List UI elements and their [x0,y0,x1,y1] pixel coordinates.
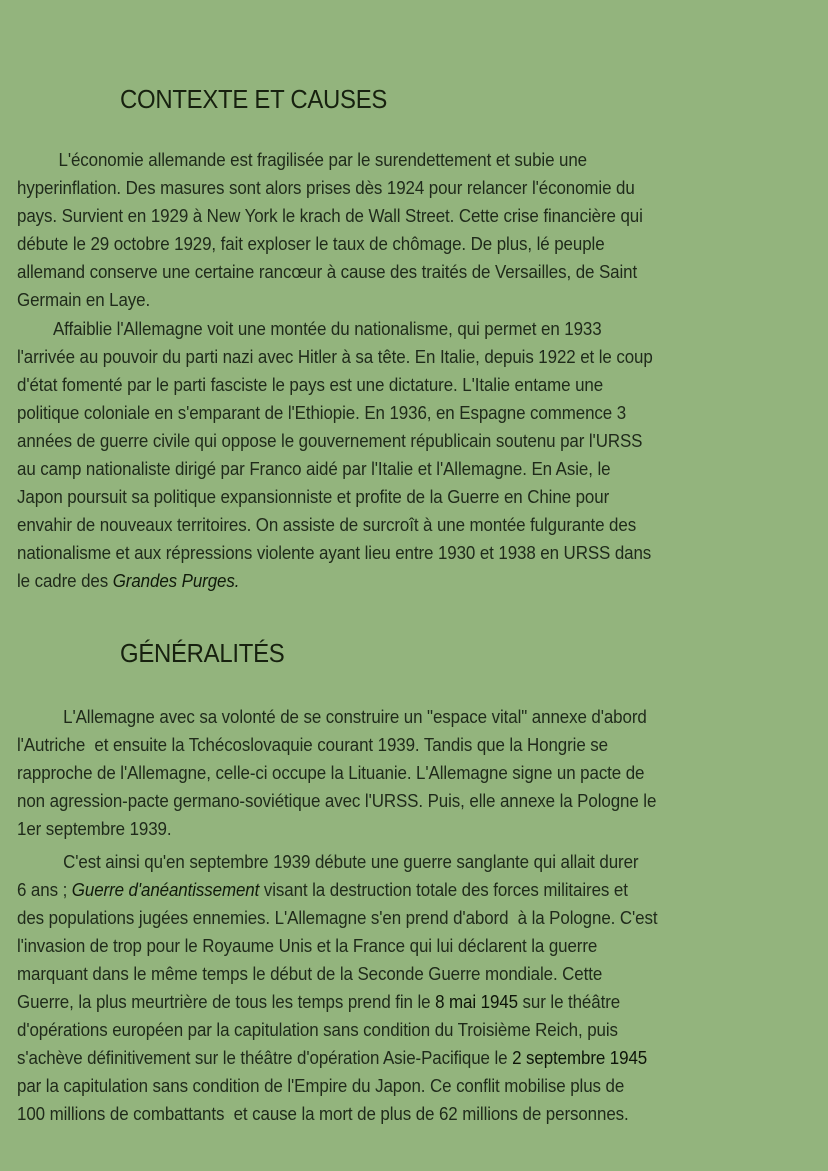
text-line [17,455,653,483]
paragraph-generalites-2 [17,848,717,1128]
section-heading-generalites: GÉNÉRALITÉS [120,638,285,668]
emphasized-term: Grandes Purges. [112,570,240,591]
text-line [17,787,656,815]
text-line [17,174,643,202]
text-run: pays. Survient en 1929 à New York le krach de Wall Street. Cette crise financière qui [17,205,643,226]
text-line [17,202,643,230]
paragraph-contexte-2 [17,315,712,595]
text-run: débute le 29 octobre 1929, fait exploser le taux de chômage. De plus, lé peuple [17,233,605,254]
text-run: d'état fomenté par le parti fasciste le pays est une dictature. L'Italie entame une [17,374,604,395]
text-line [17,848,657,876]
text-run: d'opérations européen par la capitulation sans condition du Troisième Reich, puis [17,1019,618,1040]
text-run: Affaiblie l'Allemagne voit une montée du nationalisme, qui permet en 1933 [17,318,602,339]
text-run: Guerre, la plus meurtrière de tous les temps prend fin le [17,991,436,1012]
text-run: le cadre des [17,570,113,591]
text-run: l'arrivée au pouvoir du parti nazi avec Hitler à sa tête. En Italie, depuis 1922 et le coup [17,346,653,367]
text-run: années de guerre civile qui oppose le gouvernement républicain soutenu par l'URSS [17,430,643,451]
text-run: des populations jugées ennemies. L'Allemagne s'en prend d'abord à la Pologne. C'est [17,907,658,928]
text-line [17,343,653,371]
text-line [17,539,653,567]
text-run: l'invasion de trop pour le Royaume Unis et la France qui lui déclarent la guerre [17,935,598,956]
text-run: hyperinflation. Des masures sont alors prises dès 1924 pour relancer l'économie du [17,177,635,198]
text-run: 100 millions de combattants et cause la mort de plus de 62 millions de personnes. [17,1103,629,1124]
text-run: Japon poursuit sa politique expansionniste et profite de la Guerre en Chine pour [17,486,610,507]
text-line [17,567,653,595]
text-run: non agression-pacte germano-soviétique avec l'URSS. Puis, elle annexe la Pologne le [17,790,657,811]
text-line [17,230,643,258]
text-run: C'est ainsi qu'en septembre 1939 débute une guerre sanglante qui allait durer [17,851,639,872]
emphasized-term: Guerre d'anéantissement [71,879,260,900]
text-line [17,1044,657,1072]
text-run: L'Allemagne avec sa volonté de se construire un "espace vital" annexe d'abord [17,706,647,727]
text-run: nationalisme et aux répressions violente ayant lieu entre 1930 et 1938 en URSS dans [17,542,652,563]
text-run: par la capitulation sans condition de l'Empire du Japon. Ce conflit mobilise plus de [17,1075,625,1096]
text-line [17,427,653,455]
text-line [17,371,653,399]
paragraph-generalites-1 [17,703,716,843]
text-run: marquant dans le même temps le début de la Seconde Guerre mondiale. Cette [17,963,603,984]
text-run: sur le théâtre [517,991,621,1012]
text-run: au camp nationaliste dirigé par Franco aidé par l'Italie et l'Allemagne. En Asie, le [17,458,611,479]
text-line [17,960,657,988]
text-run: L'économie allemande est fragilisée par le surendettement et subie une [17,149,588,170]
highlighted-date: 2 septembre 1945 [512,1047,648,1068]
section-heading-contexte: CONTEXTE ET CAUSES [120,84,388,114]
text-line [17,759,656,787]
text-run: l'Autriche et ensuite la Tchécoslovaquie courant 1939. Tandis que la Hongrie se [17,734,608,755]
text-run: 1er septembre 1939. [17,818,172,839]
text-line [17,932,657,960]
text-run: Germain en Laye. [17,289,151,310]
text-run: politique coloniale en s'emparant de l'Ethiopie. En 1936, en Espagne commence 3 [17,402,627,423]
highlighted-date: 8 mai 1945 [435,991,518,1012]
text-line [17,1016,657,1044]
text-line [17,876,657,904]
text-run: rapproche de l'Allemagne, celle-ci occupe la Lituanie. L'Allemagne signe un pacte de [17,762,645,783]
text-line [17,988,657,1016]
text-line [17,286,643,314]
paragraph-contexte-1 [17,146,701,314]
text-line [17,1100,657,1128]
text-line [17,483,653,511]
text-line [17,258,643,286]
text-line [17,731,656,759]
text-run: s'achève définitivement sur le théâtre d'opération Asie-Pacifique le [17,1047,513,1068]
text-line [17,815,656,843]
text-line [17,146,643,174]
text-run: 6 ans ; [17,879,72,900]
text-run: envahir de nouveaux territoires. On assiste de surcroît à une montée fulgurante des [17,514,637,535]
text-line [17,1072,657,1100]
text-line [17,399,653,427]
text-run: visant la destruction totale des forces militaires et [259,879,628,900]
text-line [17,703,656,731]
text-run: allemand conserve une certaine rancœur à cause des traités de Versailles, de Saint [17,261,638,282]
text-line [17,511,653,539]
text-line [17,904,657,932]
text-line [17,315,653,343]
